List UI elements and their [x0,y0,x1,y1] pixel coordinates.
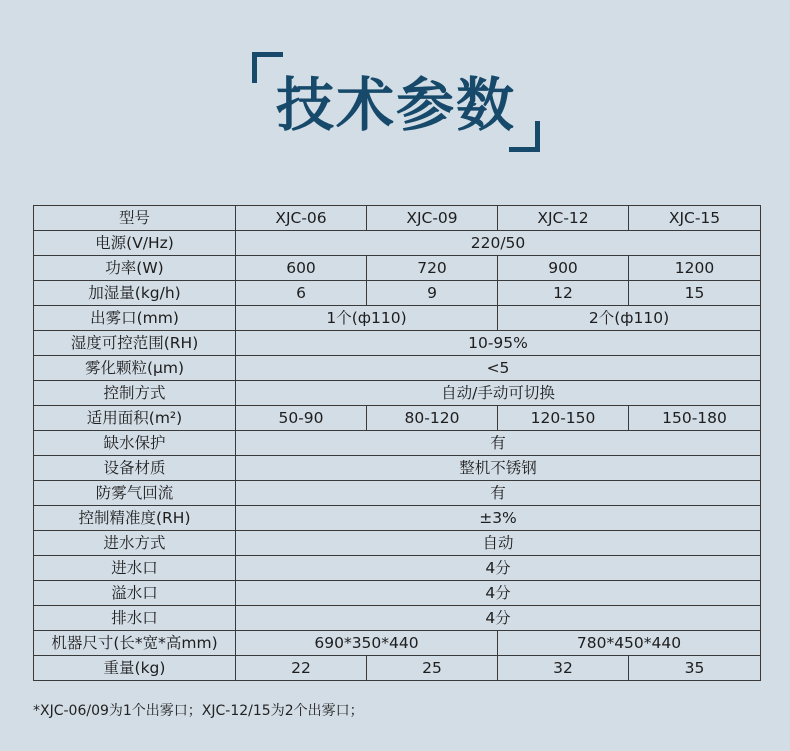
table-cell: XJC-15 [629,206,761,231]
table-cell: 50-90 [236,406,367,431]
row-label: 雾化颗粒(μm) [34,356,236,381]
table-row [34,456,761,481]
table-row [34,356,761,381]
table-cell: 150-180 [629,406,761,431]
table-cell: 有 [236,431,761,456]
table-cell: 4分 [236,581,761,606]
page-title: 技术参数 [275,71,516,139]
table-cell: 690*350*440 [236,631,498,656]
row-label: 防雾气回流 [34,481,236,506]
row-label: 控制精准度(RH) [34,506,236,531]
row-label: 进水方式 [34,531,236,556]
table-row [34,506,761,531]
table-cell: 25 [367,656,498,681]
table-row [34,531,761,556]
row-label: 缺水保护 [34,431,236,456]
table-cell: 35 [629,656,761,681]
table-row [34,381,761,406]
table-row [34,281,761,306]
table-cell: 6 [236,281,367,306]
table-row [34,431,761,456]
table-row [34,331,761,356]
table-cell: 600 [236,256,367,281]
table-row [34,306,761,331]
table-cell: 自动/手动可切换 [236,381,761,406]
row-label: 控制方式 [34,381,236,406]
table-cell: 10-95% [236,331,761,356]
table-cell: 2个(ф110) [498,306,761,331]
row-label: 排水口 [34,606,236,631]
table-cell: XJC-12 [498,206,629,231]
table-row [34,481,761,506]
table-row [34,206,761,231]
table-row [34,606,761,631]
table-row [34,656,761,681]
row-label: 功率(W) [34,256,236,281]
row-label: 型号 [34,206,236,231]
table-cell: 9 [367,281,498,306]
row-label: 设备材质 [34,456,236,481]
table-cell: 有 [236,481,761,506]
table-row [34,581,761,606]
table-cell: 自动 [236,531,761,556]
table-cell: 900 [498,256,629,281]
table-cell: 120-150 [498,406,629,431]
table-cell: 15 [629,281,761,306]
table-cell: 22 [236,656,367,681]
table-cell: 1个(ф110) [236,306,498,331]
table-cell: XJC-09 [367,206,498,231]
table-cell: 720 [367,256,498,281]
table-cell: 32 [498,656,629,681]
row-label: 重量(kg) [34,656,236,681]
table-row [34,556,761,581]
table-cell: XJC-06 [236,206,367,231]
row-label: 适用面积(m²) [34,406,236,431]
table-cell: 12 [498,281,629,306]
row-label: 湿度可控范围(RH) [34,331,236,356]
table-row [34,406,761,431]
title-block [252,52,540,152]
table-cell: 780*450*440 [498,631,761,656]
table-cell: 80-120 [367,406,498,431]
spec-table [33,205,761,681]
table-cell: ±3% [236,506,761,531]
row-label: 加湿量(kg/h) [34,281,236,306]
table-cell: 整机不锈钢 [236,456,761,481]
table-row [34,256,761,281]
row-label: 电源(V/Hz) [34,231,236,256]
row-label: 出雾口(mm) [34,306,236,331]
table-cell: 4分 [236,606,761,631]
table-cell: 1200 [629,256,761,281]
row-label: 溢水口 [34,581,236,606]
row-label: 进水口 [34,556,236,581]
table-row [34,631,761,656]
table-cell: <5 [236,356,761,381]
footnote: *XJC-06/09为1个出雾口；XJC-12/15为2个出雾口； [33,703,364,719]
row-label: 机器尺寸(长*宽*高mm) [34,631,236,656]
table-row [34,231,761,256]
table-cell: 4分 [236,556,761,581]
table-cell: 220/50 [236,231,761,256]
